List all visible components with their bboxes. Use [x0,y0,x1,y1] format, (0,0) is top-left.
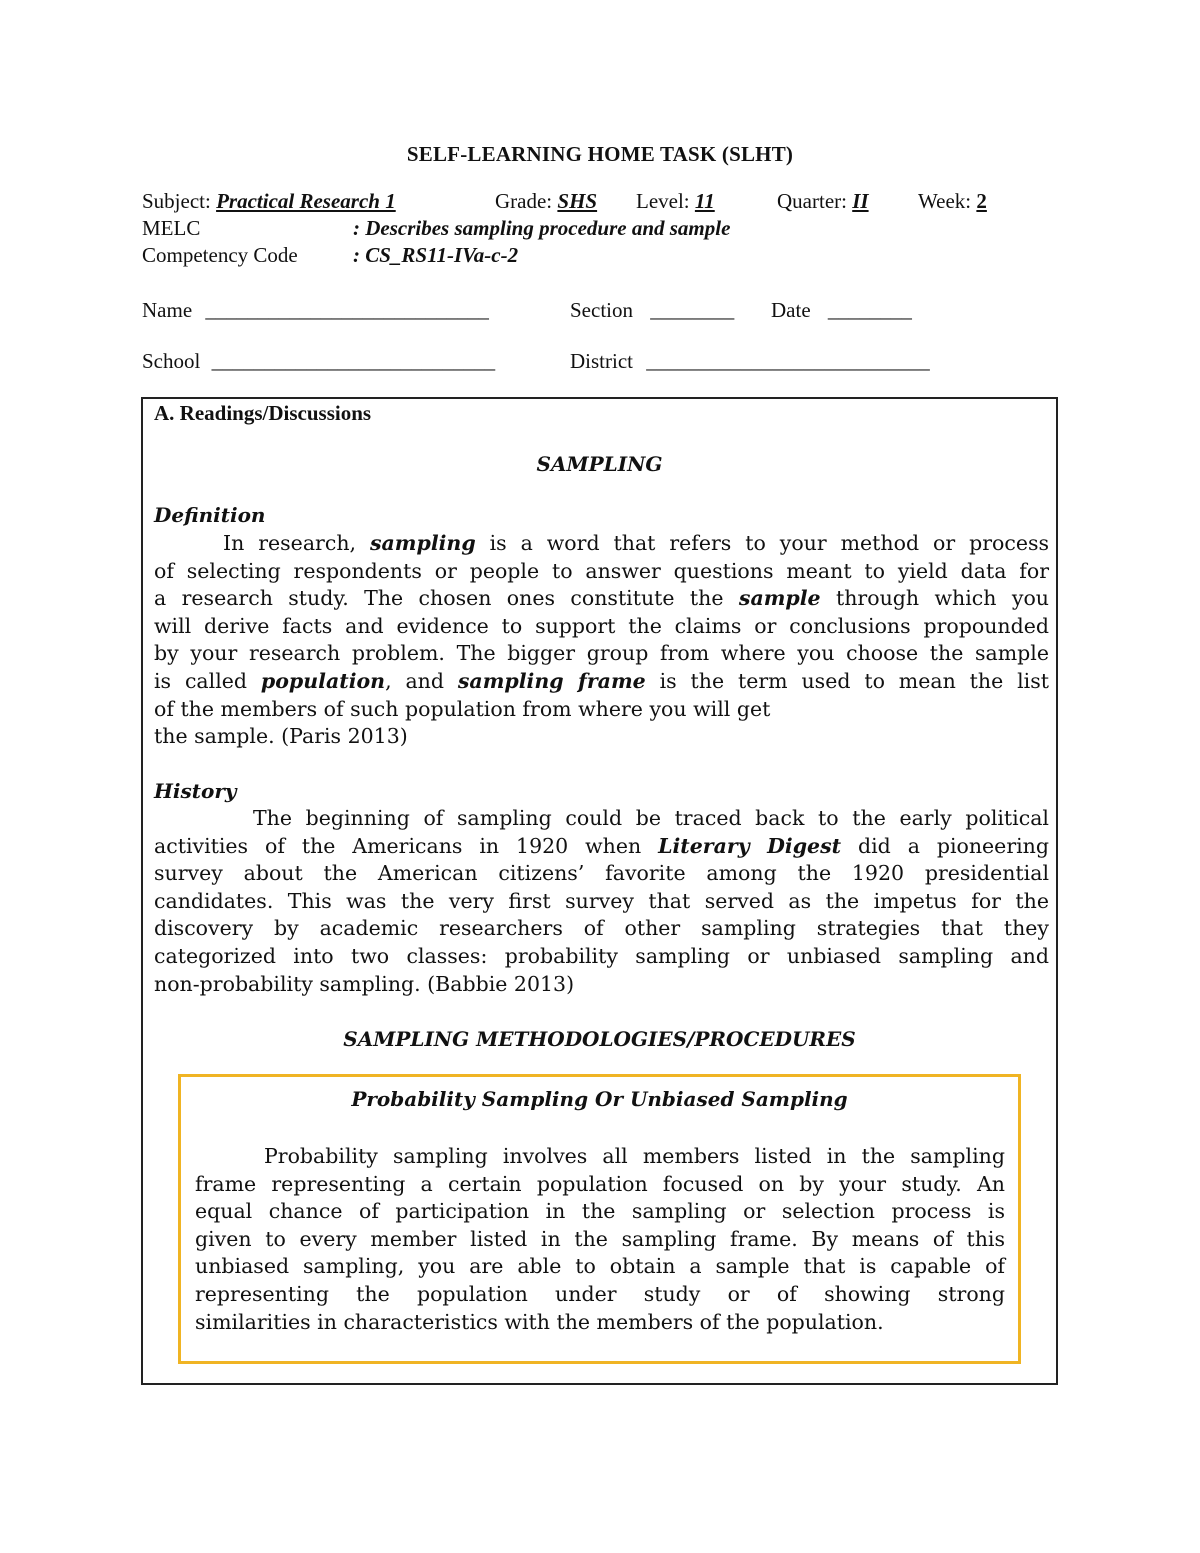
grade-label: Grade: [495,189,553,213]
school-blank[interactable]: ___________________________ [211,349,496,373]
quarter-label: Quarter: [777,189,847,213]
history-line: candidates. This was the very first survey that served as the impetus for the [154,888,1049,913]
subject-label: Subject: [142,189,211,213]
section-blank[interactable]: ________ [650,298,735,322]
melc-label: MELC [142,216,201,240]
probability-line: given to every member listed in the sampling frame. By means of this [195,1226,1005,1251]
history-line: categorized into two classes: probability sampling or unbiased sampling and [154,943,1049,968]
level-value: 11 [694,189,715,213]
definition-line: a research study. The chosen ones constitute the sample through which you [154,586,1049,611]
section-field[interactable] [570,298,734,323]
probability-line: unbiased sampling, you are able to obtain a sample that is capable of [195,1254,1005,1279]
week-label: Week: [918,189,972,213]
subject-value: Practical Research 1 [216,189,396,213]
level-label: Level: [636,189,690,213]
history-heading: History [154,779,237,803]
date-label: Date [771,298,811,322]
grade-field [495,189,597,214]
probability-line: Probability sampling involves all members listed in the sampling [264,1144,1005,1168]
definition-line: the sample. (Paris 2013) [154,724,408,749]
date-field[interactable] [771,298,912,323]
definition-line: of the members of such population from where you will get [154,696,771,721]
definition-line: is called population, and sampling frame is the term used to mean the list [154,668,1049,693]
competency-label: Competency Code [142,243,298,267]
section-label: Section [570,298,633,322]
school-label: School [142,349,201,373]
district-blank[interactable]: ___________________________ [646,349,930,373]
history-paragraph [154,805,1049,998]
definition-line: In research, sampling is a word that refers to your method or process [223,531,1050,555]
history-line: non-probability sampling. (Babbie 2013) [154,971,575,996]
definition-heading: Definition [154,503,266,527]
history-line: The beginning of sampling could be traced back to the early political [253,806,1049,830]
sampling-heading: SAMPLING [536,452,663,476]
document-title: SELF-LEARNING HOME TASK (SLHT) [406,142,794,166]
methodologies-heading: SAMPLING METHODOLOGIES/PROCEDURES [343,1027,856,1051]
level-field [636,189,715,214]
week-value: 2 [976,189,987,213]
date-blank[interactable]: ________ [827,298,912,322]
history-line: survey about the American citizens’ favorite among the 1920 presidential [154,861,1049,886]
probability-sampling-box [178,1074,1021,1364]
district-label: District [570,349,633,373]
school-field[interactable] [142,349,495,374]
probability-line: equal chance of participation in the sampling or selection process is [195,1199,1005,1224]
readings-section-label: A. Readings/Discussions [154,401,372,425]
subject-row [142,189,396,214]
grade-value: SHS [557,189,598,213]
melc-value: : Describes sampling procedure and sample [353,216,731,240]
probability-sampling-heading: Probability Sampling Or Unbiased Sampling [351,1087,848,1111]
district-field[interactable] [570,349,930,374]
name-field[interactable] [142,298,489,323]
probability-sampling-paragraph [195,1143,1005,1336]
probability-line: frame representing a certain population focused on by your study. An [195,1171,1005,1196]
week-field [918,189,987,214]
competency-value: : CS_RS11-IVa-c-2 [353,243,519,267]
definition-line: will derive facts and evidence to support the claims or conclusions propounded [154,613,1049,638]
history-line: discovery by academic researchers of other sampling strategies that they [154,916,1049,941]
probability-line: representing the population under study or of showing strong [195,1281,1005,1306]
definition-paragraph [154,530,1049,751]
name-label: Name [142,298,193,322]
definition-line: of selecting respondents or people to answer questions meant to yield data for [154,558,1049,583]
history-line: activities of the Americans in 1920 when Literary Digest did a pioneering [154,833,1049,858]
readings-discussions-box [141,397,1058,1385]
quarter-field [777,189,869,214]
quarter-value: II [852,189,869,213]
name-blank[interactable]: ___________________________ [205,298,489,322]
definition-line: by your research problem. The bigger group from where you choose the sample [154,641,1049,666]
probability-line: similarities in characteristics with the members of the population. [195,1309,884,1334]
